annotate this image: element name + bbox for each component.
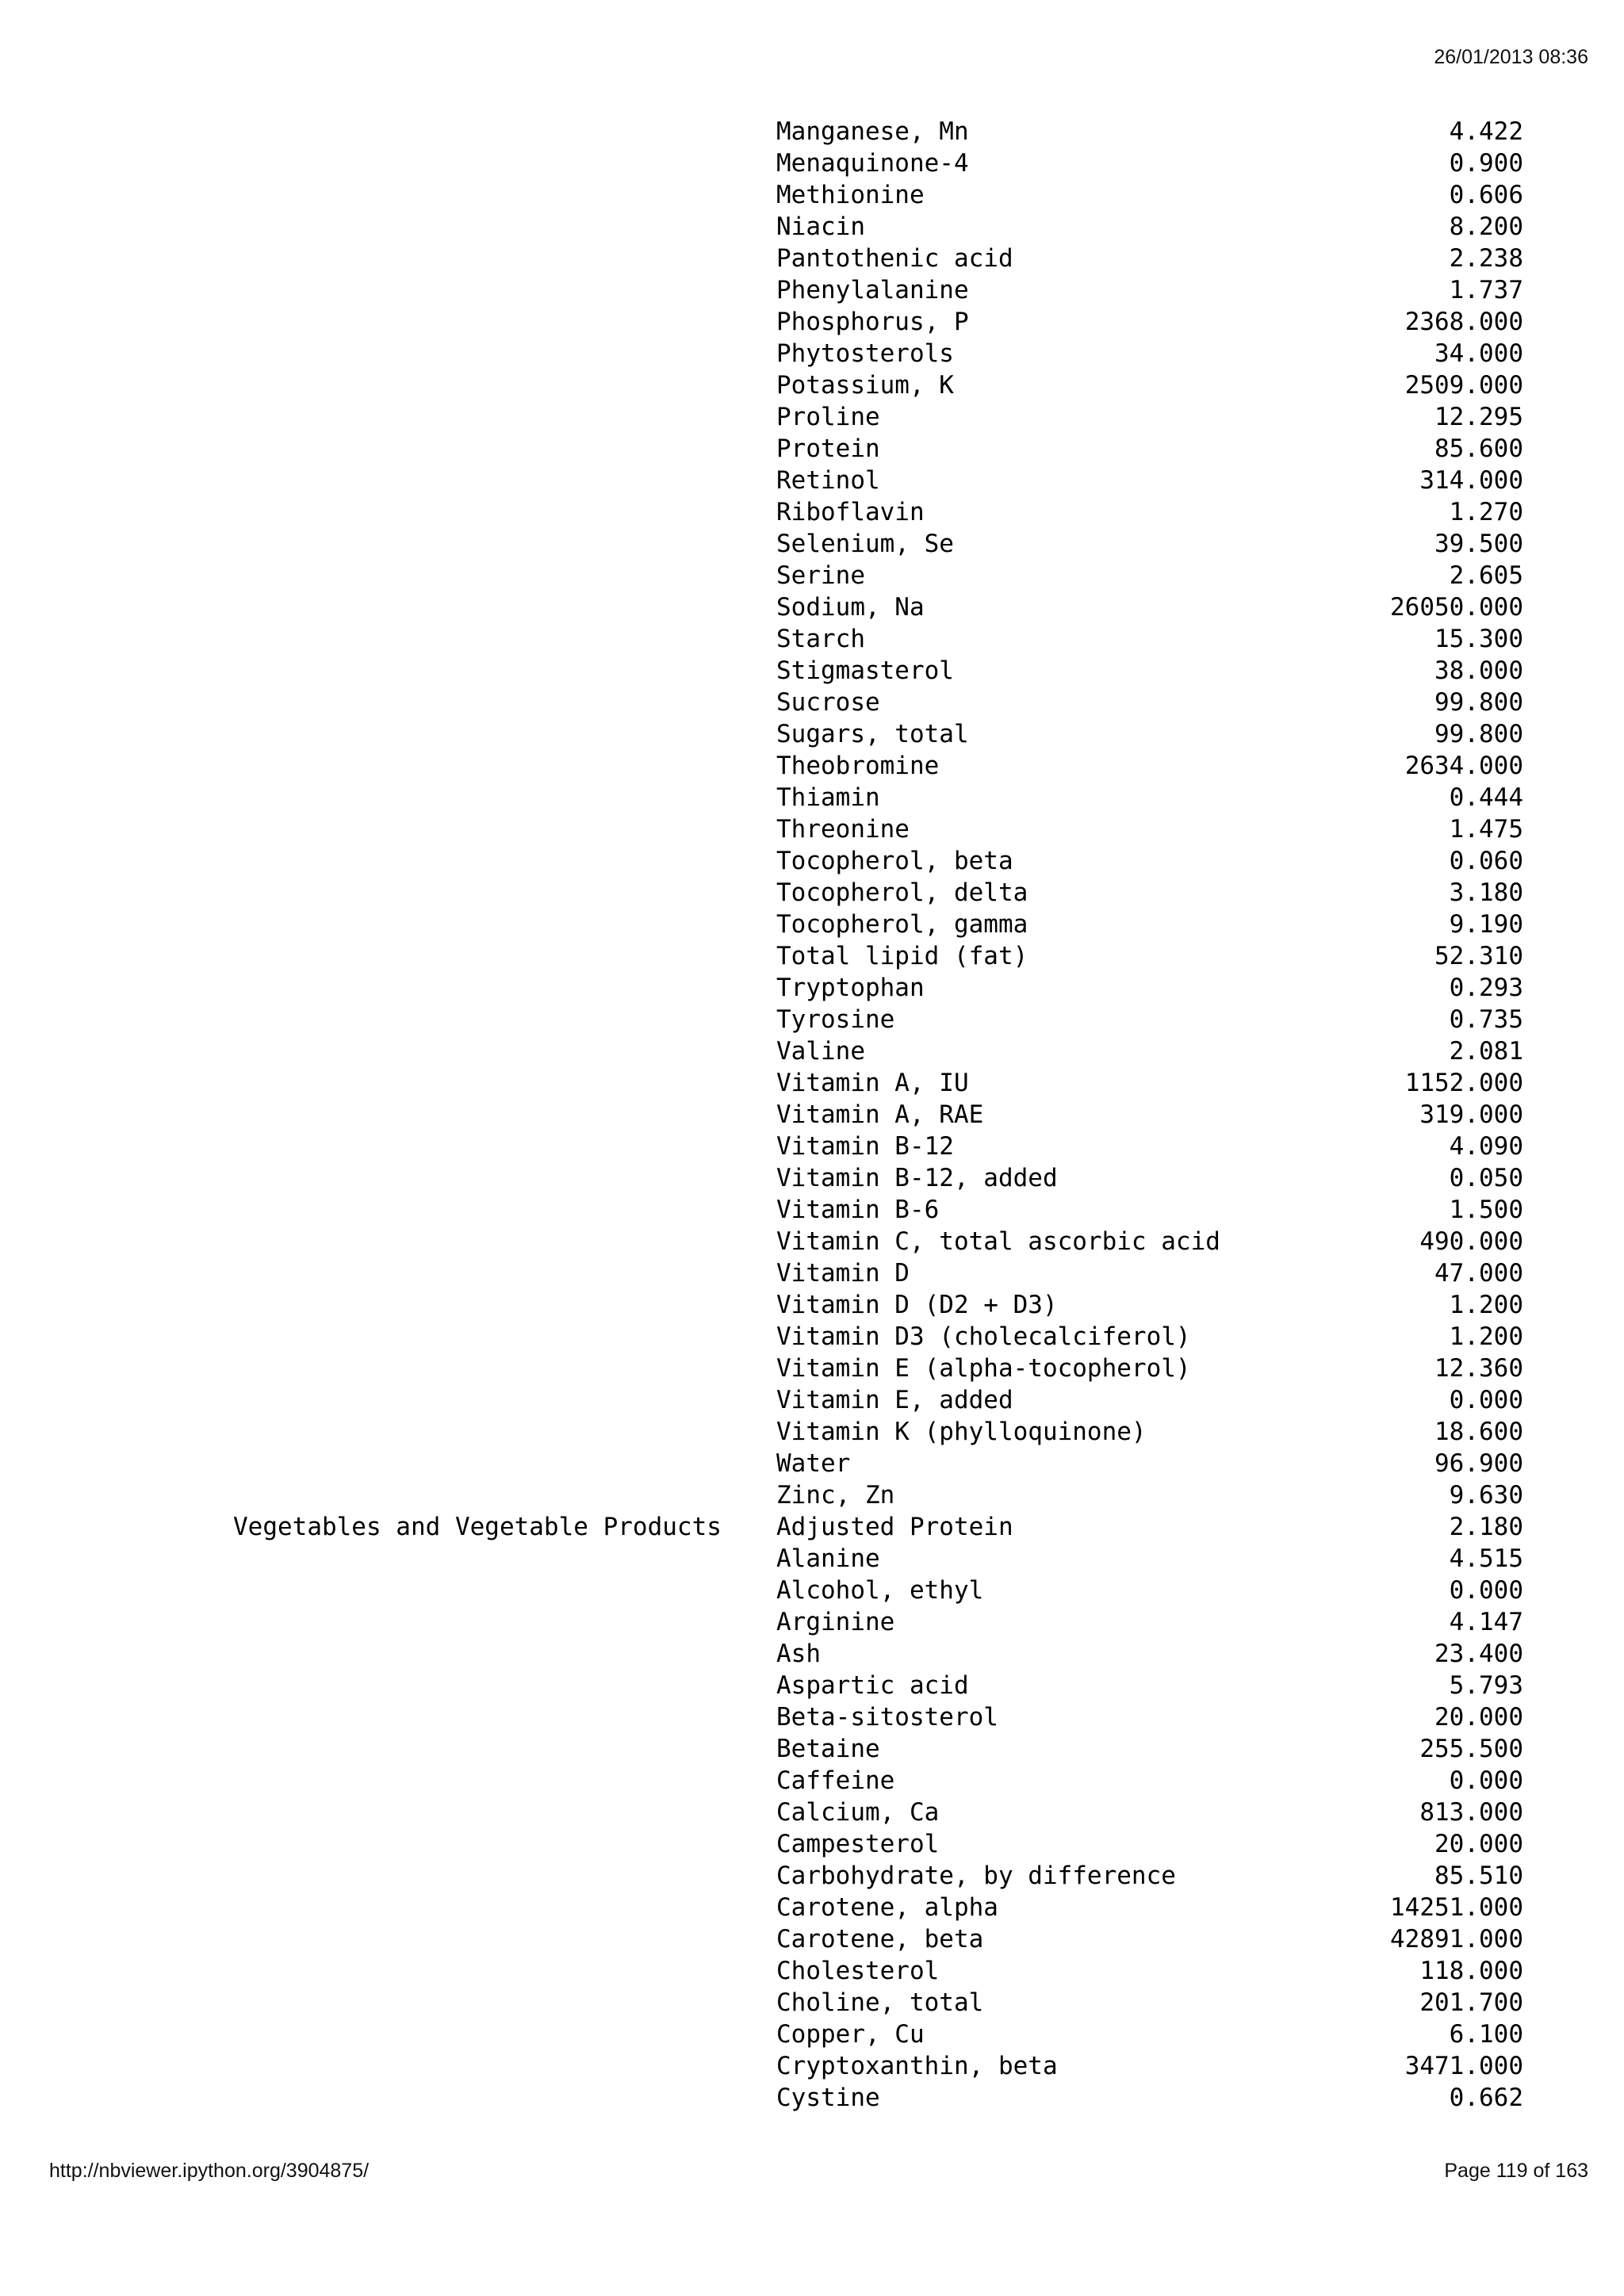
table-row: [0, 2082, 1624, 2114]
table-row: [0, 1289, 1624, 1321]
nutrient-name-cell: Campesterol: [776, 1830, 940, 1858]
table-row: [0, 940, 1624, 972]
nutrient-name-cell: Vitamin K (phylloquinone): [776, 1418, 1147, 1446]
table-row: [0, 1892, 1624, 1923]
nutrient-name-cell: Alanine: [776, 1544, 880, 1573]
table-row: [0, 1479, 1624, 1511]
nutrient-value-cell: 6.100: [1449, 2020, 1523, 2049]
nutrient-name-cell: Protein: [776, 434, 880, 463]
nutrient-value-cell: 47.000: [1434, 1259, 1523, 1288]
nutrient-name-cell: Aspartic acid: [776, 1671, 969, 1700]
nutrient-value-cell: 1.737: [1449, 276, 1523, 304]
table-row: [0, 1416, 1624, 1448]
nutrient-value-cell: 20.000: [1434, 1703, 1523, 1732]
nutrient-value-cell: 0.293: [1449, 974, 1523, 1002]
nutrient-value-cell: 2368.000: [1404, 308, 1523, 336]
table-row: [0, 845, 1624, 877]
nutrient-value-cell: 85.600: [1434, 434, 1523, 463]
nutrient-value-cell: 1.475: [1449, 815, 1523, 844]
nutrient-name-cell: Niacin: [776, 212, 865, 241]
nutrient-value-cell: 1.200: [1449, 1291, 1523, 1319]
table-row: [0, 116, 1624, 147]
nutrient-name-cell: Tocopherol, gamma: [776, 910, 1028, 939]
table-row: [0, 369, 1624, 401]
nutrient-name-cell: Phytosterols: [776, 339, 954, 368]
table-row: [0, 1987, 1624, 2019]
nutrient-name-cell: Adjusted Protein: [776, 1513, 1013, 1541]
nutrient-name-cell: Manganese, Mn: [776, 117, 969, 146]
page-number: Page 119 of 163: [1444, 2160, 1588, 2182]
table-row: [0, 1162, 1624, 1194]
nutrient-value-cell: 0.060: [1449, 847, 1523, 875]
nutrient-value-cell: 8.200: [1449, 212, 1523, 241]
nutrient-value-cell: 319.000: [1419, 1100, 1523, 1129]
table-row: [0, 687, 1624, 718]
nutrient-value-cell: 255.500: [1419, 1735, 1523, 1763]
nutrient-name-cell: Calcium, Ca: [776, 1798, 940, 1827]
nutrient-name-cell: Vitamin D (D2 + D3): [776, 1291, 1058, 1319]
nutrient-name-cell: Tocopherol, beta: [776, 847, 1013, 875]
nutrient-name-cell: Sodium, Na: [776, 593, 925, 622]
table-row: [0, 1131, 1624, 1162]
nutrient-value-cell: 0.000: [1449, 1576, 1523, 1605]
nutrient-name-cell: Choline, total: [776, 1988, 984, 2017]
table-row: [0, 1923, 1624, 1955]
nutrient-name-cell: Valine: [776, 1037, 865, 1066]
table-row: [0, 782, 1624, 813]
nutrient-name-cell: Threonine: [776, 815, 910, 844]
nutrient-name-cell: Vitamin D3 (cholecalciferol): [776, 1322, 1191, 1351]
nutrient-value-cell: 1152.000: [1404, 1069, 1523, 1097]
nutrient-name-cell: Theobromine: [776, 752, 940, 780]
table-row: [0, 909, 1624, 940]
nutrient-value-cell: 0.000: [1449, 1386, 1523, 1414]
table-row: [0, 1701, 1624, 1733]
table-row: [0, 465, 1624, 496]
nutrient-name-cell: Vitamin E (alpha-tocopherol): [776, 1354, 1191, 1383]
nutrient-value-cell: 26050.000: [1390, 593, 1523, 622]
table-row: [0, 1670, 1624, 1701]
nutrient-value-cell: 15.300: [1434, 625, 1523, 653]
nutrient-name-cell: Proline: [776, 403, 880, 431]
table-row: [0, 623, 1624, 655]
nutrient-value-cell: 3471.000: [1404, 2052, 1523, 2080]
table-row: [0, 591, 1624, 623]
table-row: [0, 179, 1624, 211]
nutrient-name-cell: Phenylalanine: [776, 276, 969, 304]
nutrient-value-cell: 0.000: [1449, 1766, 1523, 1795]
food-group-cell: Vegetables and Vegetable Products: [233, 1513, 722, 1541]
table-row: [0, 1733, 1624, 1765]
table-row: [0, 1004, 1624, 1035]
nutrient-name-cell: Thiamin: [776, 783, 880, 812]
nutrient-name-cell: Starch: [776, 625, 865, 653]
nutrient-name-cell: Ash: [776, 1640, 821, 1668]
nutrient-name-cell: Methionine: [776, 181, 925, 209]
nutrient-name-cell: Zinc, Zn: [776, 1481, 895, 1510]
nutrient-value-cell: 201.700: [1419, 1988, 1523, 2017]
nutrient-value-cell: 2.180: [1449, 1513, 1523, 1541]
table-row: [0, 243, 1624, 274]
nutrient-name-cell: Phosphorus, P: [776, 308, 969, 336]
nutrient-name-cell: Vitamin D: [776, 1259, 910, 1288]
nutrient-name-cell: Beta-sitosterol: [776, 1703, 998, 1732]
table-row: [0, 1321, 1624, 1353]
table-row: [0, 1384, 1624, 1416]
nutrient-name-cell: Water: [776, 1449, 851, 1478]
nutrient-value-cell: 2.238: [1449, 244, 1523, 273]
nutrient-value-cell: 4.515: [1449, 1544, 1523, 1573]
nutrient-value-cell: 99.800: [1434, 688, 1523, 717]
nutrient-value-cell: 2509.000: [1404, 371, 1523, 400]
nutrient-name-cell: Riboflavin: [776, 498, 925, 526]
nutrient-name-cell: Alcohol, ethyl: [776, 1576, 984, 1605]
table-row: [0, 1035, 1624, 1067]
nutrient-table: [0, 116, 1624, 2114]
nutrient-name-cell: Cholesterol: [776, 1957, 940, 1985]
nutrient-name-cell: Carotene, alpha: [776, 1893, 998, 1922]
table-row: [0, 1828, 1624, 1860]
table-row: [0, 655, 1624, 687]
table-row: [0, 1543, 1624, 1575]
nutrient-name-cell: Serine: [776, 561, 865, 590]
table-row: [0, 1511, 1624, 1543]
nutrient-value-cell: 12.295: [1434, 403, 1523, 431]
table-row: [0, 1067, 1624, 1099]
table-row: [0, 1860, 1624, 1892]
nutrient-name-cell: Pantothenic acid: [776, 244, 1013, 273]
table-row: [0, 1575, 1624, 1606]
table-row: [0, 2019, 1624, 2050]
nutrient-name-cell: Caffeine: [776, 1766, 895, 1795]
nutrient-value-cell: 0.444: [1449, 783, 1523, 812]
table-row: [0, 1765, 1624, 1797]
nutrient-value-cell: 9.630: [1449, 1481, 1523, 1510]
nutrient-value-cell: 118.000: [1419, 1957, 1523, 1985]
nutrient-value-cell: 0.050: [1449, 1164, 1523, 1192]
print-datetime: 26/01/2013 08:36: [1434, 46, 1588, 68]
table-row: [0, 338, 1624, 369]
table-row: [0, 306, 1624, 338]
nutrient-name-cell: Vitamin B-12, added: [776, 1164, 1058, 1192]
nutrient-value-cell: 85.510: [1434, 1862, 1523, 1890]
nutrient-value-cell: 0.735: [1449, 1005, 1523, 1034]
table-row: [0, 813, 1624, 845]
nutrient-value-cell: 1.500: [1449, 1196, 1523, 1224]
nutrient-name-cell: Tryptophan: [776, 974, 925, 1002]
nutrient-value-cell: 12.360: [1434, 1354, 1523, 1383]
nutrient-value-cell: 314.000: [1419, 466, 1523, 495]
nutrient-value-cell: 39.500: [1434, 530, 1523, 558]
nutrient-value-cell: 42891.000: [1390, 1925, 1523, 1954]
nutrient-value-cell: 1.270: [1449, 498, 1523, 526]
nutrient-name-cell: Stigmasterol: [776, 656, 954, 685]
nutrient-value-cell: 18.600: [1434, 1418, 1523, 1446]
nutrient-name-cell: Menaquinone-4: [776, 149, 969, 178]
nutrient-name-cell: Tocopherol, delta: [776, 878, 1028, 907]
nutrient-value-cell: 9.190: [1449, 910, 1523, 939]
nutrient-name-cell: Vitamin A, IU: [776, 1069, 969, 1097]
nutrient-name-cell: Cryptoxanthin, beta: [776, 2052, 1058, 2080]
nutrient-value-cell: 2.605: [1449, 561, 1523, 590]
nutrient-name-cell: Tyrosine: [776, 1005, 895, 1034]
nutrient-value-cell: 4.147: [1449, 1608, 1523, 1636]
table-row: [0, 750, 1624, 782]
nutrient-value-cell: 2634.000: [1404, 752, 1523, 780]
table-row: [0, 560, 1624, 591]
nutrient-value-cell: 2.081: [1449, 1037, 1523, 1066]
table-row: [0, 1257, 1624, 1289]
table-row: [0, 433, 1624, 465]
table-row: [0, 1448, 1624, 1479]
table-row: [0, 1606, 1624, 1638]
table-row: [0, 2050, 1624, 2082]
nutrient-name-cell: Cystine: [776, 2084, 880, 2112]
nutrient-value-cell: 5.793: [1449, 1671, 1523, 1700]
nutrient-value-cell: 96.900: [1434, 1449, 1523, 1478]
nutrient-value-cell: 490.000: [1419, 1227, 1523, 1256]
nutrient-name-cell: Vitamin B-6: [776, 1196, 940, 1224]
table-row: [0, 1955, 1624, 1987]
nutrient-value-cell: 52.310: [1434, 942, 1523, 970]
table-row: [0, 1797, 1624, 1828]
nutrient-name-cell: Retinol: [776, 466, 880, 495]
nutrient-value-cell: 20.000: [1434, 1830, 1523, 1858]
nutrient-name-cell: Betaine: [776, 1735, 880, 1763]
table-row: [0, 1353, 1624, 1384]
nutrient-name-cell: Sugars, total: [776, 720, 969, 748]
table-row: [0, 877, 1624, 909]
table-row: [0, 528, 1624, 560]
nutrient-name-cell: Total lipid (fat): [776, 942, 1028, 970]
nutrient-name-cell: Copper, Cu: [776, 2020, 925, 2049]
table-row: [0, 718, 1624, 750]
table-row: [0, 147, 1624, 179]
nutrient-value-cell: 14251.000: [1390, 1893, 1523, 1922]
nutrient-value-cell: 99.800: [1434, 720, 1523, 748]
nutrient-name-cell: Vitamin E, added: [776, 1386, 1013, 1414]
nutrient-name-cell: Carotene, beta: [776, 1925, 984, 1954]
table-row: [0, 401, 1624, 433]
table-row: [0, 211, 1624, 243]
nutrient-value-cell: 3.180: [1449, 878, 1523, 907]
nutrient-value-cell: 0.606: [1449, 181, 1523, 209]
table-row: [0, 1638, 1624, 1670]
nutrient-name-cell: Sucrose: [776, 688, 880, 717]
nutrient-value-cell: 0.662: [1449, 2084, 1523, 2112]
table-row: [0, 1194, 1624, 1226]
nutrient-value-cell: 4.422: [1449, 117, 1523, 146]
nutrient-name-cell: Vitamin A, RAE: [776, 1100, 984, 1129]
nutrient-name-cell: Vitamin C, total ascorbic acid: [776, 1227, 1220, 1256]
table-row: [0, 496, 1624, 528]
footer-url: http://nbviewer.ipython.org/3904875/: [49, 2160, 370, 2182]
nutrient-value-cell: 813.000: [1419, 1798, 1523, 1827]
nutrient-value-cell: 4.090: [1449, 1132, 1523, 1161]
nutrient-value-cell: 38.000: [1434, 656, 1523, 685]
nutrient-name-cell: Potassium, K: [776, 371, 954, 400]
nutrient-name-cell: Carbohydrate, by difference: [776, 1862, 1176, 1890]
table-row: [0, 1099, 1624, 1131]
nutrient-value-cell: 34.000: [1434, 339, 1523, 368]
nutrient-value-cell: 23.400: [1434, 1640, 1523, 1668]
nutrient-name-cell: Arginine: [776, 1608, 895, 1636]
table-row: [0, 972, 1624, 1004]
nutrient-value-cell: 0.900: [1449, 149, 1523, 178]
nutrient-value-cell: 1.200: [1449, 1322, 1523, 1351]
nutrient-name-cell: Vitamin B-12: [776, 1132, 954, 1161]
nutrient-name-cell: Selenium, Se: [776, 530, 954, 558]
table-row: [0, 274, 1624, 306]
table-row: [0, 1226, 1624, 1257]
